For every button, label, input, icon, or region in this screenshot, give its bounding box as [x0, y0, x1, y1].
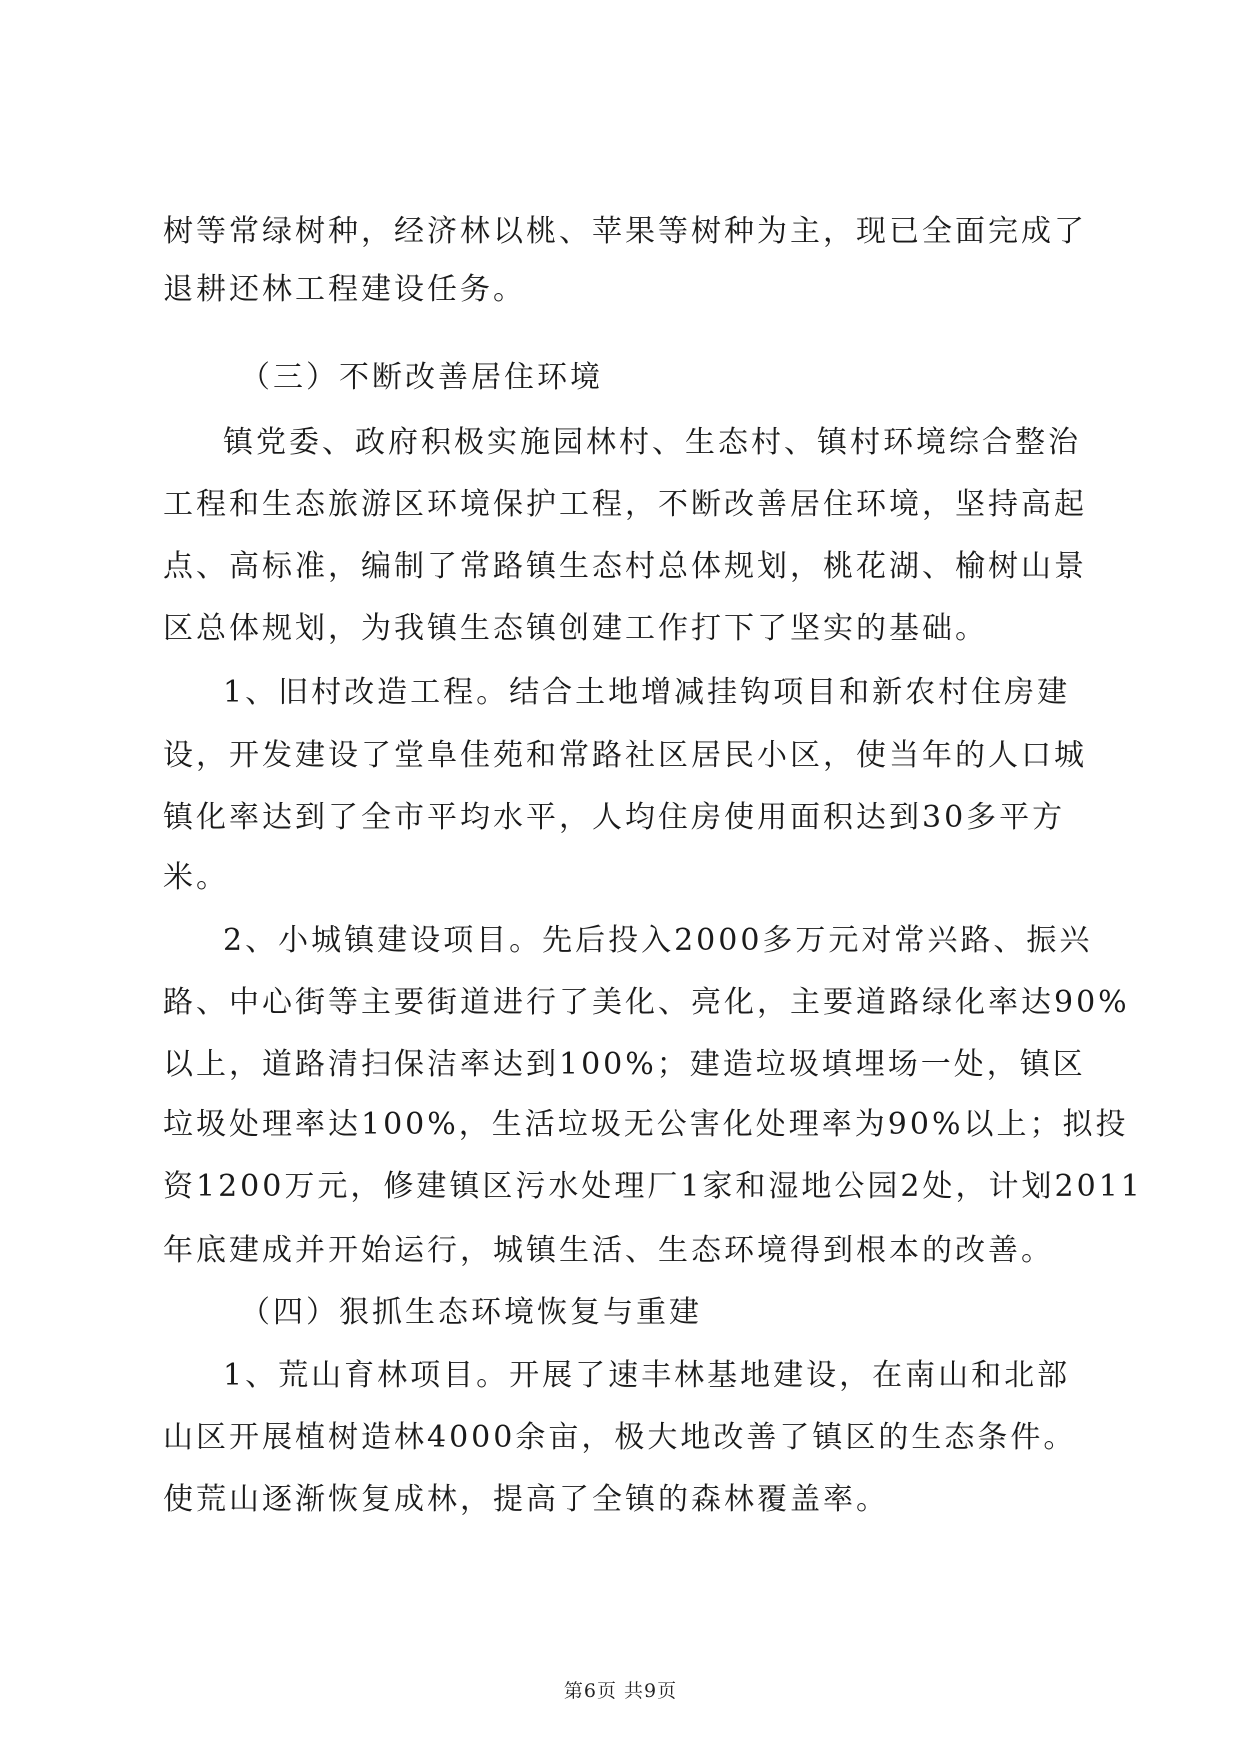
paragraph-line: 资1200万元，修建镇区污水处理厂1家和湿地公园2处，计划2011: [163, 1169, 1143, 1204]
paragraph-line: 2、小城镇建设项目。先后投入2000多万元对常兴路、振兴: [223, 923, 1093, 958]
page-footer: 第6页 共9页: [563, 1680, 678, 1702]
paragraph-line: 垃圾处理率达100%，生活垃圾无公害化处理率为90%以上；拟投: [163, 1107, 1129, 1142]
paragraph-line: 以上，道路清扫保洁率达到100%；建造垃圾填埋场一处，镇区: [163, 1047, 1086, 1082]
paragraph-line: 镇化率达到了全市平均水平，人均住房使用面积达到30多平方: [163, 800, 1066, 835]
section-heading-4: （四）狠抓生态环境恢复与重建: [240, 1295, 702, 1330]
paragraph-line: 镇党委、政府积极实施园林村、生态村、镇村环境综合整治: [223, 425, 1081, 460]
section-heading-3: （三）不断改善居住环境: [240, 360, 603, 395]
paragraph-line: 山区开展植树造林4000余亩，极大地改善了镇区的生态条件。: [163, 1420, 1077, 1455]
paragraph-line: 区总体规划，为我镇生态镇创建工作打下了坚实的基础。: [163, 611, 988, 646]
paragraph-line: 1、旧村改造工程。结合土地增减挂钩项目和新农村住房建: [223, 675, 1071, 710]
paragraph-line: 退耕还林工程建设任务。: [163, 272, 526, 307]
paragraph-line: 工程和生态旅游区环境保护工程，不断改善居住环境，坚持高起: [163, 487, 1087, 522]
paragraph-line: 点、高标准，编制了常路镇生态村总体规划，桃花湖、榆树山景: [163, 549, 1087, 584]
paragraph-line: 使荒山逐渐恢复成林，提高了全镇的森林覆盖率。: [163, 1482, 889, 1517]
paragraph-line: 1、荒山育林项目。开展了速丰林基地建设，在南山和北部: [223, 1358, 1071, 1393]
paragraph-line: 路、中心街等主要街道进行了美化、亮化，主要道路绿化率达90%: [163, 985, 1130, 1020]
paragraph-line: 树等常绿树种，经济林以桃、苹果等树种为主，现已全面完成了: [163, 214, 1087, 249]
paragraph-line: 米。: [163, 860, 229, 895]
paragraph-line: 年底建成并开始运行，城镇生活、生态环境得到根本的改善。: [163, 1233, 1054, 1268]
paragraph-line: 设，开发建设了堂阜佳苑和常路社区居民小区，使当年的人口城: [163, 738, 1087, 773]
